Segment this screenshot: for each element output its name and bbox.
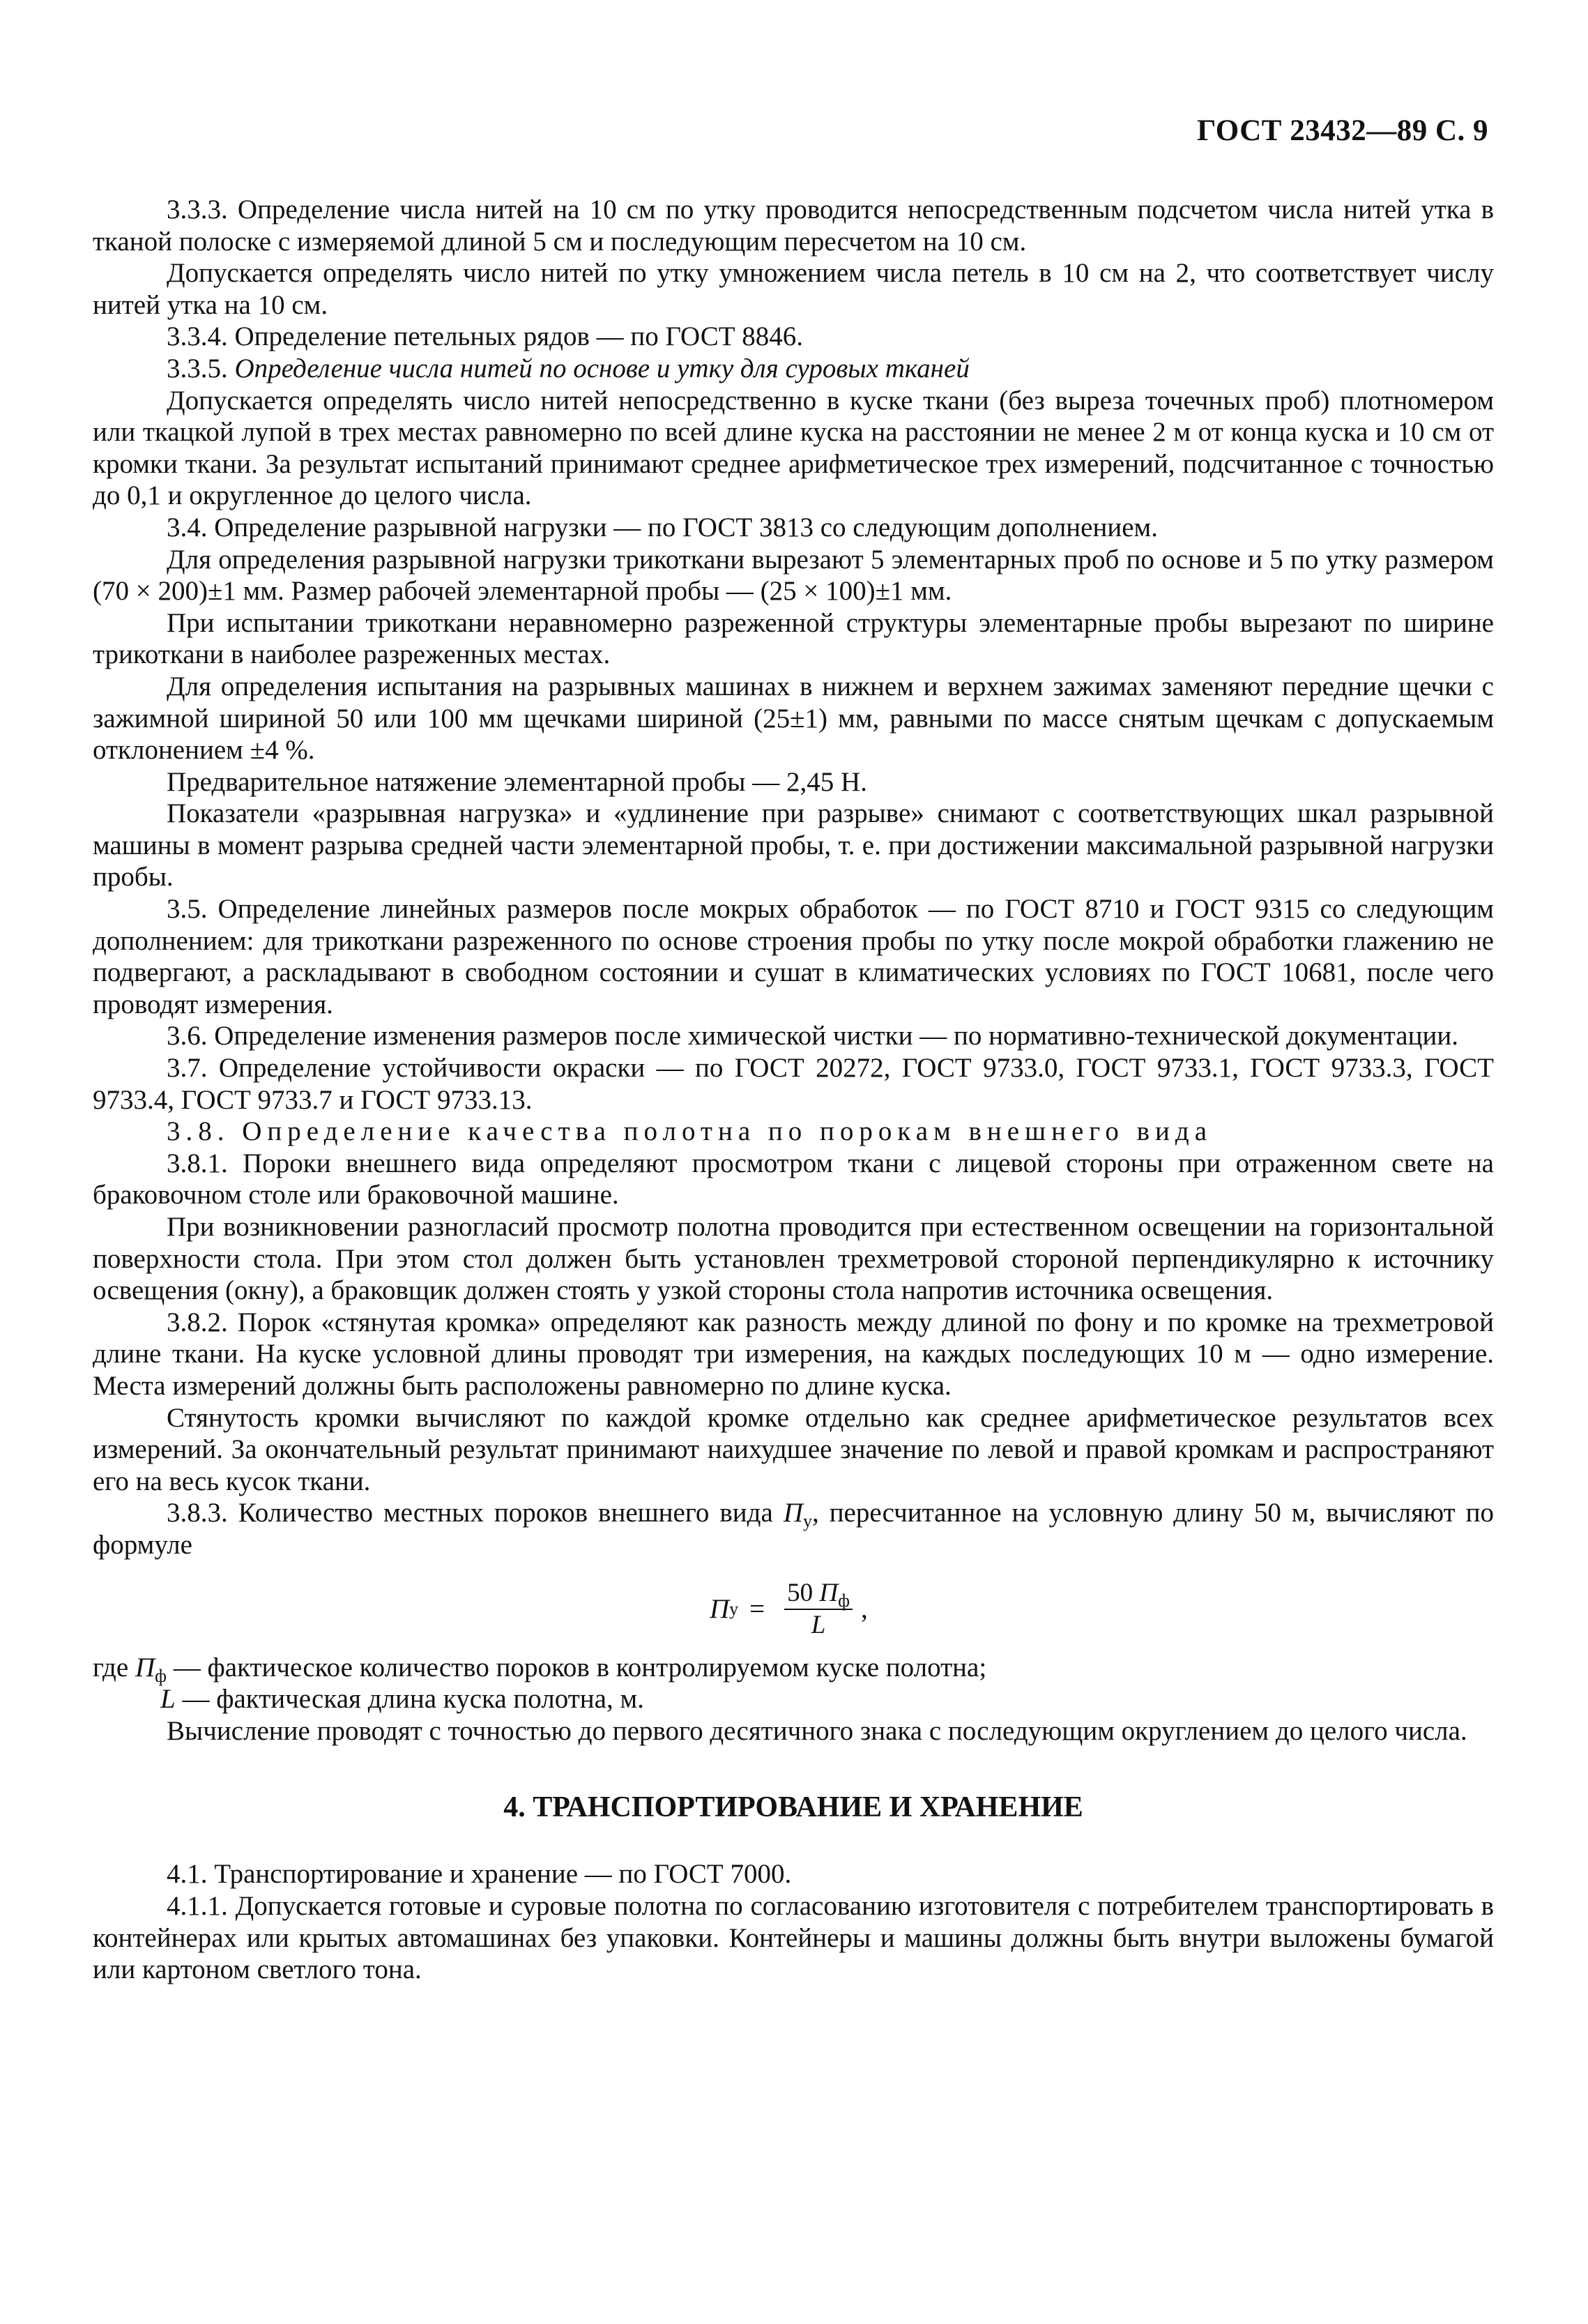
- where-line-1: где $П_ф$ — фактическое количество пороков в контролируемом куске полотна;: [93, 1652, 987, 1686]
- formula: П у = $\frac{50 П_ф}{L}$ ,: [710, 1578, 868, 1639]
- paragraph-3-6: 3.6. Определение изменения размеров после химической чистки — по нормативно-технической документации.: [167, 1021, 1458, 1051]
- paragraph: При возникновении разногласий просмотр полотна проводится при естественном освещении на горизонтальной поверхности стола. При этом стол должен быть установлен трехметровой стороной перпендикулярно к источнику освещения (окну), а браковщик должен стоять у узкой стороны стола напротив источника освещения.: [93, 1212, 1494, 1306]
- formula-equals: =: [749, 1593, 765, 1624]
- paragraph: Вычисление проводят с точностью до первого десятичного знака с последующим округлением до целого числа.: [167, 1715, 1467, 1746]
- paragraph: Допускается определять число нитей по утку умножением числа петель в 10 см на 2, что соответствует числу нитей утка на 10 см.: [93, 258, 1494, 320]
- paragraph-3-3-3: 3.3.3. Определение числа нитей на 10 см по утку проводится непосредственным подсчетом числа нитей утка в тканой полоске с измеряемой длиной 5 см и последующим пересчетом на 10 см.: [93, 195, 1494, 257]
- paragraph-4-1: 4.1. Транспортирование и хранение — по ГОСТ 7000.: [167, 1859, 792, 1890]
- paragraph-3-8-2: 3.8.2. Порок «стянутая кромка» определяют как разность между длиной по фону и по кромке на трехметровой длине ткани. На куске условной длины проводят три измерения, на каждых последующих 10 м — одно измерение. Места измерений должны быть расположены равномерно по длине куска.: [93, 1307, 1494, 1401]
- formula-comma: ,: [861, 1593, 868, 1624]
- paragraph: При испытании трикоткани неравномерно разреженной структуры элементарные пробы вырезают по ширине трикоткани в наиболее разреженных местах.: [93, 607, 1494, 670]
- formula-lhs: П: [710, 1593, 730, 1624]
- where-line-2: L — фактическая длина куска полотна, м.: [160, 1684, 644, 1715]
- page-header: ГОСТ 23432—89 С. 9: [1196, 114, 1488, 147]
- formula-fraction: [784, 1578, 853, 1641]
- symbol-sub: у: [802, 1511, 812, 1532]
- paragraph-3-8-1: 3.8.1. Пороки внешнего вида определяют просмотром ткани с лицевой стороны при отраженном свете на браковочном столе или браковочной машине.: [93, 1148, 1494, 1210]
- paragraph-4-1-1: 4.1.1. Допускается готовые и суровые полотна по согласованию изготовителя с потребителем транспортировать в контейнерах или крытых автомашинах без упаковки. Контейнеры и машины должны быть внутри выложены бумагой или картоном светлого тона.: [93, 1890, 1494, 1985]
- formula-block: [93, 1567, 1494, 1652]
- paragraph-3-8-heading: 3.8. Определение качества полотна по порокам внешнего вида: [167, 1116, 1213, 1147]
- paragraph-3-4: 3.4. Определение разрывной нагрузки — по ГОСТ 3813 со следующим дополнением.: [167, 512, 1158, 542]
- paragraph-3-8-3: 3.8.3. Количество местных пороков внешнего вида $П_у$, пересчитанное на условную длину 50 м, вычисляют по формуле: [93, 1498, 1495, 1560]
- paragraph-3-3-5: [93, 353, 1494, 385]
- paragraph-3-3-4: 3.3.4. Определение петельных рядов — по ГОСТ 8846.: [167, 321, 804, 352]
- paragraph: Показатели «разрывная нагрузка» и «удлинение при разрыве» снимают с соответствующих шкал разрывной машины в момент разрыва средней части элементарной пробы, т. е. при достижении максимальной разрывной нагрузки пробы.: [93, 798, 1494, 893]
- paragraph: Предварительное натяжение элементарной пробы — 2,45 Н.: [167, 766, 867, 797]
- clause-number: 3.3.5.: [167, 353, 228, 383]
- paragraph-3-5: 3.5. Определение линейных размеров после мокрых обработок — по ГОСТ 8710 и ГОСТ 9315 со следующим дополнением: для трикоткани разреженного по основе строения пробы по утку после мокрой обработки глажению не подвергают, а раскладывают в свободном состоянии и сушат в климатических условиях по ГОСТ 10681, после чего проводят измерения.: [93, 894, 1494, 1019]
- section-title: 4. ТРАНСПОРТИРОВАНИЕ И ХРАНЕНИЕ: [503, 1791, 1083, 1824]
- formula-numerator: 50 $П_ф$: [784, 1578, 853, 1610]
- document-body: [93, 194, 1494, 1986]
- symbol-p: П: [783, 1498, 803, 1528]
- formula-denominator: L: [811, 1610, 826, 1639]
- paragraph: Для определения испытания на разрывных машинах в нижнем и верхнем зажимах заменяют передние щечки с зажимной шириной 50 или 100 мм щечками шириной (25±1) мм, равными по массе снятым щечкам с допускаемым отклонением ±4 %.: [93, 671, 1494, 766]
- paragraph: Стянутость кромки вычисляют по каждой кромке отдельно как среднее арифметическое результатов всех измерений. За окончательный результат принимают наихудшее значение по левой и правой кромкам и распространяют его на весь кусок ткани.: [93, 1402, 1494, 1496]
- paragraph: Для определения разрывной нагрузки трикоткани вырезают 5 элементарных проб по основе и 5 по утку размером (70 × 200)±1 мм. Размер рабочей элементарной пробы — (25 × 100)±1 мм.: [93, 544, 1494, 607]
- paragraph: Допускается определять число нитей непосредственно в куске ткани (без выреза точечных проб) плотномером или ткацкой лупой в трех местах равномерно по всей длине куска на расстоянии не менее 2 м от конца куска и 10 см от кромки ткани. За результат испытаний принимают среднее арифметическое трех измерений, подсчитанное с точностью до 0,1 и округленное до целого числа.: [93, 385, 1494, 511]
- clause-title: Определение числа нитей по основе и утку для суровых тканей: [234, 353, 970, 383]
- paragraph-3-7: 3.7. Определение устойчивости окраски — по ГОСТ 20272, ГОСТ 9733.0, ГОСТ 9733.1, ГОСТ 9733.3, ГОСТ 9733.4, ГОСТ 9733.7 и ГОСТ 9733.13.: [93, 1053, 1494, 1115]
